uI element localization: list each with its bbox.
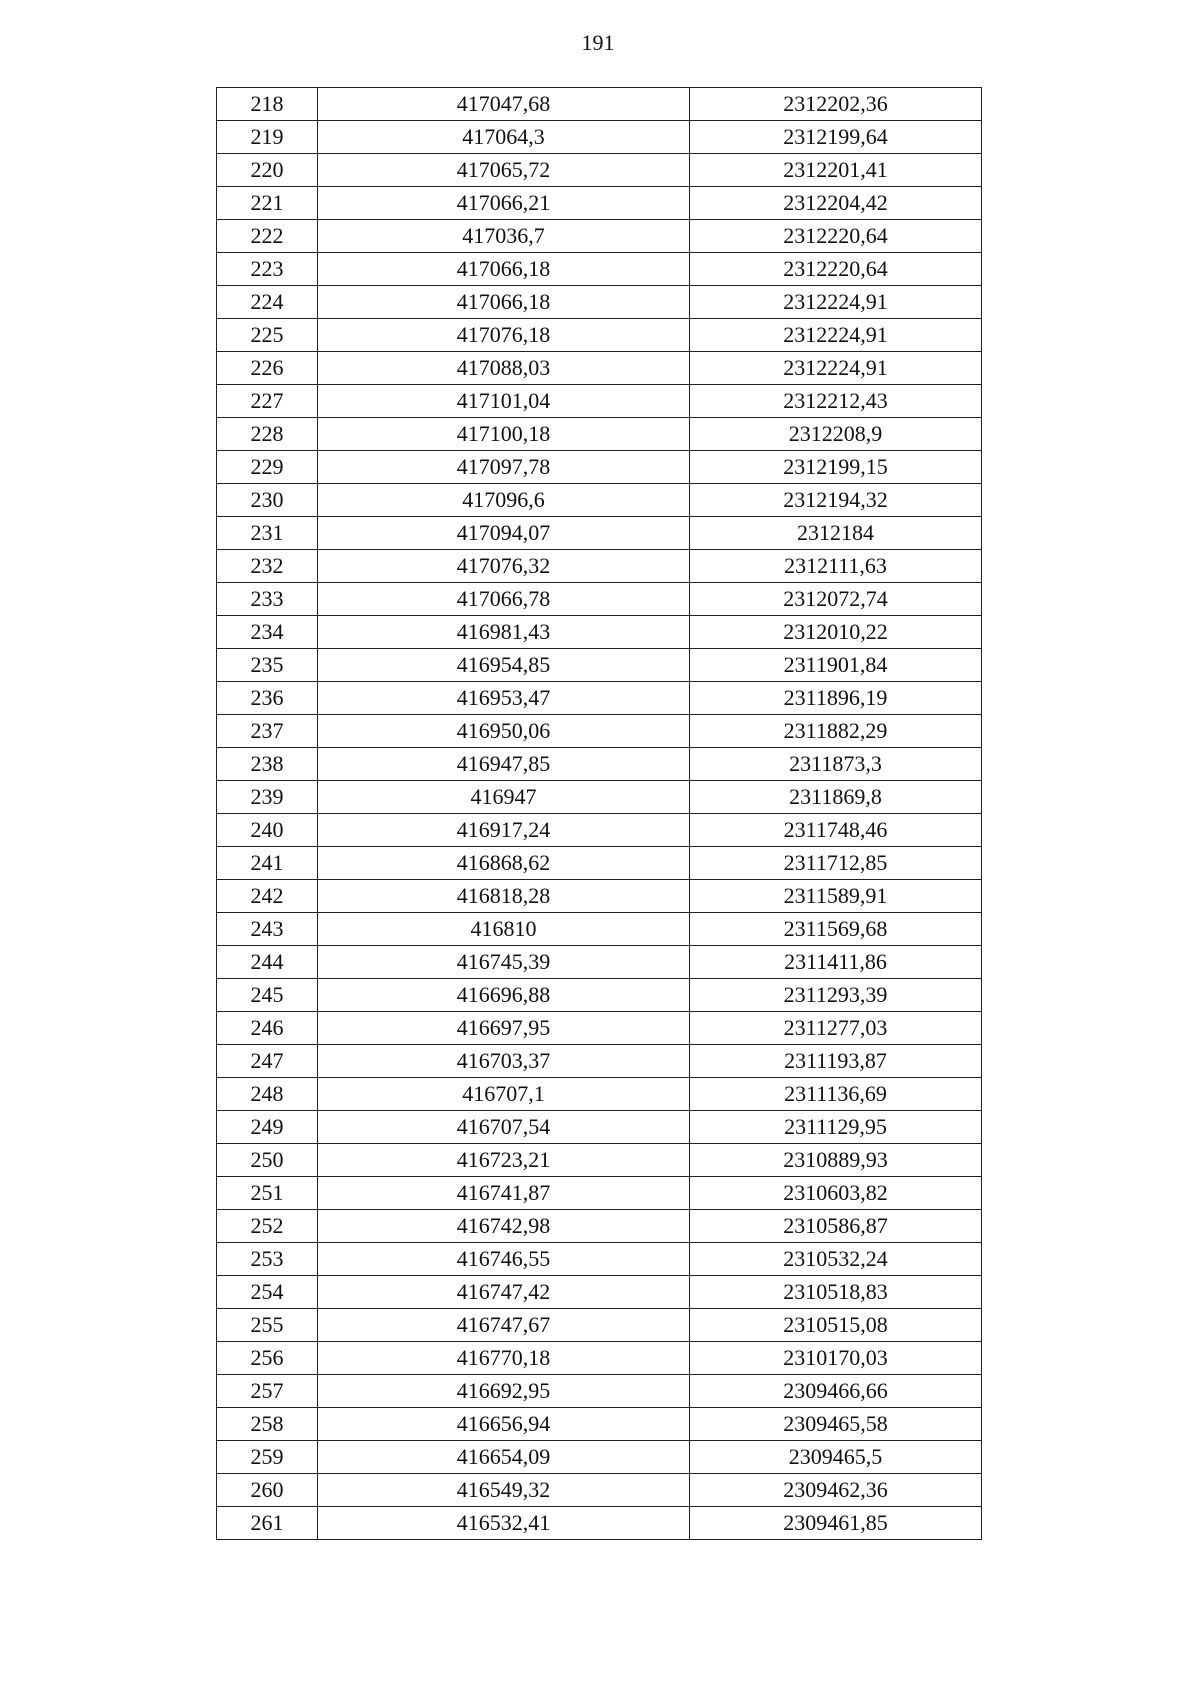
x-coordinate-cell: 417076,32 (318, 550, 690, 583)
table-row (217, 649, 982, 682)
x-coordinate-cell: 416868,62 (318, 847, 690, 880)
table-row (217, 385, 982, 418)
table-row (217, 1507, 982, 1540)
table-row (217, 1243, 982, 1276)
table-row (217, 286, 982, 319)
x-coordinate-cell: 416707,54 (318, 1111, 690, 1144)
x-coordinate-cell: 416745,39 (318, 946, 690, 979)
x-coordinate-cell: 417100,18 (318, 418, 690, 451)
x-coordinate-cell: 416747,42 (318, 1276, 690, 1309)
point-number-cell: 255 (217, 1309, 318, 1342)
y-coordinate-cell: 2311873,3 (690, 748, 982, 781)
y-coordinate-cell: 2312208,9 (690, 418, 982, 451)
table-row (217, 1342, 982, 1375)
point-number-cell: 234 (217, 616, 318, 649)
point-number-cell: 247 (217, 1045, 318, 1078)
x-coordinate-cell: 416953,47 (318, 682, 690, 715)
table-row (217, 715, 982, 748)
y-coordinate-cell: 2311901,84 (690, 649, 982, 682)
point-number-cell: 249 (217, 1111, 318, 1144)
table-row (217, 220, 982, 253)
x-coordinate-cell: 417066,18 (318, 253, 690, 286)
table-row (217, 880, 982, 913)
x-coordinate-cell: 417101,04 (318, 385, 690, 418)
point-number-cell: 242 (217, 880, 318, 913)
x-coordinate-cell: 416723,21 (318, 1144, 690, 1177)
y-coordinate-cell: 2312199,64 (690, 121, 982, 154)
table-row (217, 1441, 982, 1474)
point-number-cell: 218 (217, 88, 318, 121)
point-number-cell: 222 (217, 220, 318, 253)
point-number-cell: 261 (217, 1507, 318, 1540)
table-row (217, 352, 982, 385)
x-coordinate-cell: 417066,18 (318, 286, 690, 319)
y-coordinate-cell: 2312199,15 (690, 451, 982, 484)
table-row (217, 451, 982, 484)
y-coordinate-cell: 2311277,03 (690, 1012, 982, 1045)
x-coordinate-cell: 416692,95 (318, 1375, 690, 1408)
point-number-cell: 228 (217, 418, 318, 451)
point-number-cell: 239 (217, 781, 318, 814)
table-row (217, 550, 982, 583)
x-coordinate-cell: 416981,43 (318, 616, 690, 649)
y-coordinate-cell: 2311589,91 (690, 880, 982, 913)
table-row (217, 1144, 982, 1177)
point-number-cell: 220 (217, 154, 318, 187)
x-coordinate-cell: 417066,78 (318, 583, 690, 616)
x-coordinate-cell: 416947 (318, 781, 690, 814)
y-coordinate-cell: 2310170,03 (690, 1342, 982, 1375)
table-row (217, 418, 982, 451)
y-coordinate-cell: 2310518,83 (690, 1276, 982, 1309)
x-coordinate-cell: 416741,87 (318, 1177, 690, 1210)
x-coordinate-cell: 416917,24 (318, 814, 690, 847)
point-number-cell: 248 (217, 1078, 318, 1111)
y-coordinate-cell: 2311748,46 (690, 814, 982, 847)
point-number-cell: 257 (217, 1375, 318, 1408)
table-row (217, 319, 982, 352)
table-row (217, 121, 982, 154)
y-coordinate-cell: 2312212,43 (690, 385, 982, 418)
y-coordinate-cell: 2312072,74 (690, 583, 982, 616)
point-number-cell: 241 (217, 847, 318, 880)
y-coordinate-cell: 2309461,85 (690, 1507, 982, 1540)
point-number-cell: 251 (217, 1177, 318, 1210)
table-row (217, 1177, 982, 1210)
table-row (217, 1012, 982, 1045)
table-row (217, 979, 982, 1012)
y-coordinate-cell: 2311136,69 (690, 1078, 982, 1111)
x-coordinate-cell: 416947,85 (318, 748, 690, 781)
point-number-cell: 245 (217, 979, 318, 1012)
y-coordinate-cell: 2311293,39 (690, 979, 982, 1012)
x-coordinate-cell: 416954,85 (318, 649, 690, 682)
coordinates-table-body (217, 88, 982, 1540)
point-number-cell: 240 (217, 814, 318, 847)
point-number-cell: 224 (217, 286, 318, 319)
table-row (217, 154, 982, 187)
table-row (217, 484, 982, 517)
table-row (217, 517, 982, 550)
page-number: 191 (581, 30, 615, 55)
point-number-cell: 235 (217, 649, 318, 682)
y-coordinate-cell: 2311712,85 (690, 847, 982, 880)
point-number-cell: 219 (217, 121, 318, 154)
y-coordinate-cell: 2311129,95 (690, 1111, 982, 1144)
x-coordinate-cell: 417064,3 (318, 121, 690, 154)
x-coordinate-cell: 416770,18 (318, 1342, 690, 1375)
table-row (217, 1045, 982, 1078)
x-coordinate-cell: 417066,21 (318, 187, 690, 220)
y-coordinate-cell: 2312224,91 (690, 286, 982, 319)
point-number-cell: 244 (217, 946, 318, 979)
y-coordinate-cell: 2311896,19 (690, 682, 982, 715)
x-coordinate-cell: 417094,07 (318, 517, 690, 550)
table-row (217, 1078, 982, 1111)
point-number-cell: 237 (217, 715, 318, 748)
coordinates-table (216, 87, 982, 1540)
table-row (217, 1309, 982, 1342)
x-coordinate-cell: 416696,88 (318, 979, 690, 1012)
table-row (217, 1111, 982, 1144)
point-number-cell: 250 (217, 1144, 318, 1177)
y-coordinate-cell: 2311869,8 (690, 781, 982, 814)
table-row (217, 946, 982, 979)
x-coordinate-cell: 417047,68 (318, 88, 690, 121)
point-number-cell: 253 (217, 1243, 318, 1276)
y-coordinate-cell: 2312201,41 (690, 154, 982, 187)
x-coordinate-cell: 416549,32 (318, 1474, 690, 1507)
point-number-cell: 229 (217, 451, 318, 484)
x-coordinate-cell: 416703,37 (318, 1045, 690, 1078)
table-row (217, 1408, 982, 1441)
y-coordinate-cell: 2310532,24 (690, 1243, 982, 1276)
point-number-cell: 221 (217, 187, 318, 220)
y-coordinate-cell: 2312224,91 (690, 319, 982, 352)
y-coordinate-cell: 2312204,42 (690, 187, 982, 220)
point-number-cell: 233 (217, 583, 318, 616)
y-coordinate-cell: 2310889,93 (690, 1144, 982, 1177)
point-number-cell: 256 (217, 1342, 318, 1375)
table-row (217, 616, 982, 649)
point-number-cell: 258 (217, 1408, 318, 1441)
point-number-cell: 259 (217, 1441, 318, 1474)
point-number-cell: 232 (217, 550, 318, 583)
point-number-cell: 238 (217, 748, 318, 781)
x-coordinate-cell: 416697,95 (318, 1012, 690, 1045)
point-number-cell: 243 (217, 913, 318, 946)
y-coordinate-cell: 2312010,22 (690, 616, 982, 649)
point-number-cell: 223 (217, 253, 318, 286)
y-coordinate-cell: 2310603,82 (690, 1177, 982, 1210)
point-number-cell: 230 (217, 484, 318, 517)
y-coordinate-cell: 2309462,36 (690, 1474, 982, 1507)
point-number-cell: 226 (217, 352, 318, 385)
x-coordinate-cell: 416656,94 (318, 1408, 690, 1441)
table-row (217, 1474, 982, 1507)
table-row (217, 253, 982, 286)
y-coordinate-cell: 2312111,63 (690, 550, 982, 583)
x-coordinate-cell: 416532,41 (318, 1507, 690, 1540)
point-number-cell: 231 (217, 517, 318, 550)
x-coordinate-cell: 416747,67 (318, 1309, 690, 1342)
y-coordinate-cell: 2311411,86 (690, 946, 982, 979)
y-coordinate-cell: 2311193,87 (690, 1045, 982, 1078)
table-row (217, 913, 982, 946)
y-coordinate-cell: 2309465,5 (690, 1441, 982, 1474)
y-coordinate-cell: 2312184 (690, 517, 982, 550)
x-coordinate-cell: 417088,03 (318, 352, 690, 385)
point-number-cell: 225 (217, 319, 318, 352)
table-row (217, 814, 982, 847)
x-coordinate-cell: 417065,72 (318, 154, 690, 187)
table-row (217, 1210, 982, 1243)
point-number-cell: 246 (217, 1012, 318, 1045)
x-coordinate-cell: 416818,28 (318, 880, 690, 913)
table-row (217, 781, 982, 814)
table-row (217, 583, 982, 616)
x-coordinate-cell: 416746,55 (318, 1243, 690, 1276)
table-row (217, 187, 982, 220)
y-coordinate-cell: 2310515,08 (690, 1309, 982, 1342)
x-coordinate-cell: 417076,18 (318, 319, 690, 352)
table-row (217, 748, 982, 781)
x-coordinate-cell: 416950,06 (318, 715, 690, 748)
x-coordinate-cell: 417096,6 (318, 484, 690, 517)
x-coordinate-cell: 417097,78 (318, 451, 690, 484)
y-coordinate-cell: 2311882,29 (690, 715, 982, 748)
y-coordinate-cell: 2312224,91 (690, 352, 982, 385)
y-coordinate-cell: 2312220,64 (690, 220, 982, 253)
y-coordinate-cell: 2309465,58 (690, 1408, 982, 1441)
table-row (217, 1375, 982, 1408)
x-coordinate-cell: 416810 (318, 913, 690, 946)
table-row (217, 1276, 982, 1309)
table-row (217, 847, 982, 880)
y-coordinate-cell: 2312202,36 (690, 88, 982, 121)
y-coordinate-cell: 2310586,87 (690, 1210, 982, 1243)
point-number-cell: 227 (217, 385, 318, 418)
point-number-cell: 254 (217, 1276, 318, 1309)
point-number-cell: 236 (217, 682, 318, 715)
y-coordinate-cell: 2312194,32 (690, 484, 982, 517)
y-coordinate-cell: 2311569,68 (690, 913, 982, 946)
table-row (217, 88, 982, 121)
table-row (217, 682, 982, 715)
x-coordinate-cell: 416742,98 (318, 1210, 690, 1243)
y-coordinate-cell: 2309466,66 (690, 1375, 982, 1408)
x-coordinate-cell: 416707,1 (318, 1078, 690, 1111)
point-number-cell: 260 (217, 1474, 318, 1507)
x-coordinate-cell: 416654,09 (318, 1441, 690, 1474)
point-number-cell: 252 (217, 1210, 318, 1243)
y-coordinate-cell: 2312220,64 (690, 253, 982, 286)
x-coordinate-cell: 417036,7 (318, 220, 690, 253)
